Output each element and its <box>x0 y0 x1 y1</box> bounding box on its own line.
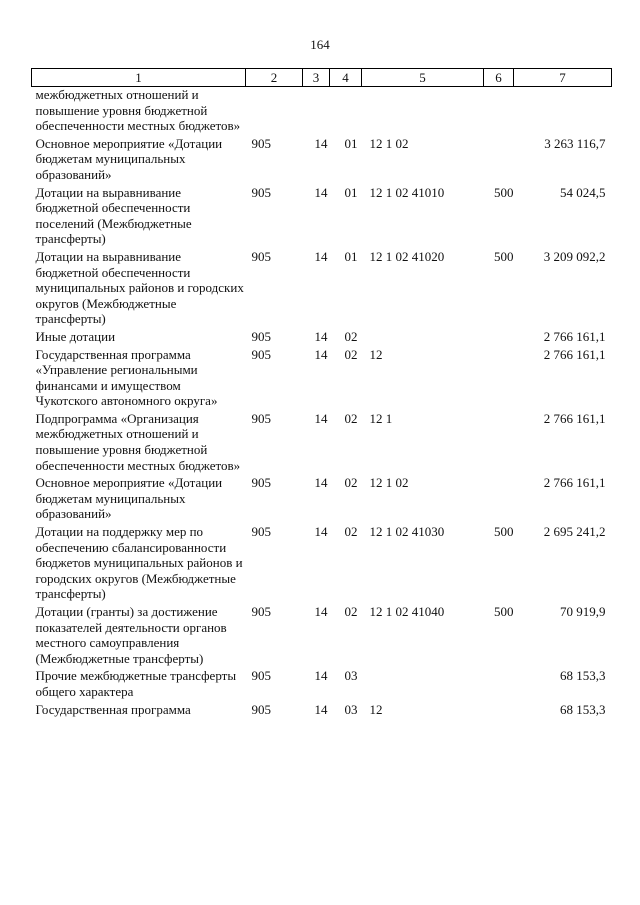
expense-type-code <box>484 347 514 411</box>
header-col-4: 4 <box>330 69 362 87</box>
header-col-6: 6 <box>484 69 514 87</box>
table-row <box>32 249 612 329</box>
table-row <box>32 87 612 136</box>
header-col-3: 3 <box>303 69 330 87</box>
item-name: Иные дотации <box>35 328 116 344</box>
ministry-code: 905 <box>251 524 271 540</box>
ministry-code: 905 <box>251 328 271 344</box>
target-article-code <box>362 329 484 347</box>
subsection-code: 01 <box>344 184 358 200</box>
ministry-code: 905 <box>251 701 271 717</box>
ministry-code: 905 <box>251 248 271 264</box>
item-name: Дотации на поддержку мер по обеспечению сбалансированности бюджетов муниципальных районов и городских округов (Межбюджетные трансферты) <box>35 524 243 602</box>
amount: 54 024,5 <box>560 184 606 200</box>
header-col-1: 1 <box>32 69 246 87</box>
section-code: 14 <box>314 410 328 426</box>
ministry-code: 905 <box>251 135 271 151</box>
ministry-code <box>246 87 303 136</box>
section-code: 14 <box>314 328 328 344</box>
page-number: 164 <box>310 37 330 52</box>
item-name: Подпрограмма «Организация межбюджетных отношений и повышение уровня бюджетной обеспеченности местных бюджетов» <box>35 410 241 473</box>
expense-type-code <box>484 475 514 524</box>
expense-type-code <box>484 702 514 720</box>
target-article-code: 12 1 02 41040 <box>369 604 445 619</box>
subsection-code: 03 <box>344 701 358 717</box>
subsection-code: 02 <box>344 410 358 426</box>
expense-type-code <box>484 411 514 475</box>
budget-table <box>31 68 612 719</box>
ministry-code: 905 <box>251 346 271 362</box>
amount: 2 766 161,1 <box>543 475 606 491</box>
table-row <box>32 702 612 720</box>
subsection-code <box>330 87 362 136</box>
table-row <box>32 329 612 347</box>
table-row <box>32 411 612 475</box>
ministry-code: 905 <box>251 475 271 491</box>
amount: 2 766 161,1 <box>543 410 606 426</box>
table-row <box>32 136 612 185</box>
table-row <box>32 475 612 524</box>
subsection-code: 02 <box>344 604 358 619</box>
item-name: Дотации на выравнивание бюджетной обеспеченности поселений (Межбюджетные трансферты) <box>35 184 192 247</box>
target-article-code: 12 1 <box>369 410 393 426</box>
item-name: Государственная программа «Управление региональными финансами и имуществом Чукотского автономного округа» <box>35 346 218 409</box>
amount: 3 209 092,2 <box>543 248 606 264</box>
subsection-code: 01 <box>344 248 358 264</box>
expense-type-code: 500 <box>494 524 514 540</box>
table-row <box>32 604 612 668</box>
amount: 2 766 161,1 <box>543 328 606 344</box>
amount: 3 263 116,7 <box>544 135 606 151</box>
amount: 2 695 241,2 <box>543 524 606 540</box>
ministry-code: 905 <box>251 668 271 684</box>
target-article-code: 12 <box>369 346 383 362</box>
section-code: 14 <box>314 475 328 491</box>
amount: 68 153,3 <box>560 668 606 684</box>
target-article-code: 12 1 02 <box>369 475 409 491</box>
section-code: 14 <box>314 346 328 362</box>
section-code: 14 <box>314 668 328 684</box>
section-code: 14 <box>314 701 328 717</box>
header-row <box>32 69 612 87</box>
target-article-code: 12 1 02 41010 <box>369 184 445 200</box>
subsection-code: 01 <box>344 135 358 151</box>
header-col-5: 5 <box>362 69 484 87</box>
subsection-code: 02 <box>344 346 358 362</box>
expense-type-code <box>484 87 514 136</box>
target-article-code <box>362 668 484 701</box>
header-col-7: 7 <box>514 69 612 87</box>
expense-type-code: 500 <box>494 248 514 264</box>
section-code: 14 <box>314 248 328 264</box>
table-row <box>32 524 612 604</box>
target-article-code: 12 1 02 <box>369 135 409 151</box>
amount <box>514 87 612 136</box>
section-code <box>303 87 330 136</box>
section-code: 14 <box>314 184 328 200</box>
subsection-code: 02 <box>344 524 358 540</box>
item-name: Основное мероприятие «Дотации бюджетам муниципальных образований» <box>35 135 223 182</box>
table-row <box>32 347 612 411</box>
table-row <box>32 668 612 701</box>
subsection-code: 02 <box>344 328 358 344</box>
expense-type-code <box>484 668 514 701</box>
item-name: Дотации (гранты) за достижение показателей деятельности органов местного самоуправления (Межбюджетные трансферты) <box>35 604 227 666</box>
amount: 2 766 161,1 <box>543 346 606 362</box>
target-article-code: 12 1 02 41030 <box>369 524 445 540</box>
expense-type-code <box>484 329 514 347</box>
table-row <box>32 185 612 249</box>
table-header <box>32 69 612 87</box>
subsection-code: 02 <box>344 475 358 491</box>
section-code: 14 <box>314 524 328 540</box>
section-code: 14 <box>314 604 328 619</box>
item-name: Основное мероприятие «Дотации бюджетам муниципальных образований» <box>35 475 223 522</box>
target-article-code: 12 1 02 41020 <box>369 248 445 264</box>
ministry-code: 905 <box>251 184 271 200</box>
table-body <box>32 87 612 720</box>
item-name: Дотации на выравнивание бюджетной обеспеченности муниципальных районов и городских округов (Межбюджетные трансферты) <box>35 248 244 327</box>
expense-type-code: 500 <box>494 184 514 200</box>
section-code: 14 <box>314 135 328 151</box>
amount: 68 153,3 <box>560 701 606 717</box>
subsection-code: 03 <box>344 668 358 684</box>
expense-type-code <box>484 136 514 185</box>
target-article-code: 12 <box>369 701 383 717</box>
expense-type-code: 500 <box>494 604 514 619</box>
amount: 70 919,9 <box>560 604 606 619</box>
item-name: Прочие межбюджетные трансферты общего характера <box>35 668 237 699</box>
item-name: межбюджетных отношений и повышение уровня бюджетной обеспеченности местных бюджетов» <box>35 87 241 134</box>
target-article-code <box>362 87 484 136</box>
item-name: Государственная программа <box>35 701 191 717</box>
ministry-code: 905 <box>251 604 271 619</box>
ministry-code: 905 <box>251 410 271 426</box>
header-col-2: 2 <box>246 69 303 87</box>
